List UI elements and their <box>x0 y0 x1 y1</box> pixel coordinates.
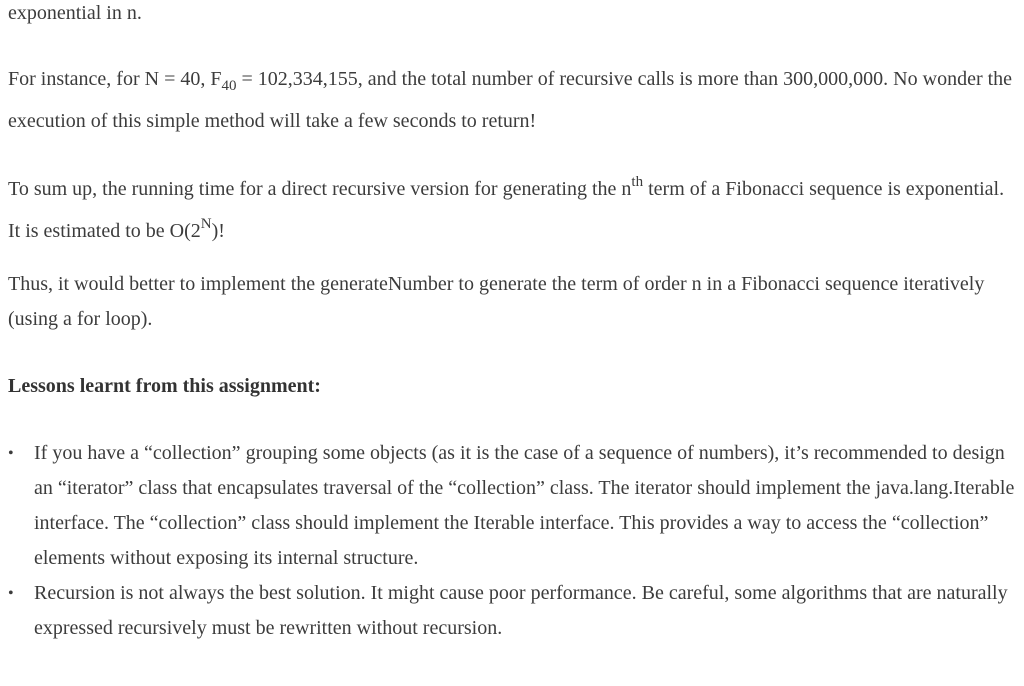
lesson-text: Recursion is not always the best solution. It might cause poor performance. Be careful, some algorithms that are naturally expressed recursively must be rewritten without recursion. <box>34 582 1008 639</box>
para2-text-a: To sum up, the running time for a direct recursive version for generating the n <box>8 178 632 200</box>
para1-text-b: = 102,334,155, and the total number of recursive calls is more than 300,000,000. No wonder the execution of this simple method will take a few seconds to return! <box>8 68 1013 132</box>
para1-text-a: For instance, for N = 40, F <box>8 68 222 90</box>
paragraph-running-time <box>8 165 1018 249</box>
para2-superscript-th: th <box>631 174 644 190</box>
para2-superscript-n: N <box>200 216 212 232</box>
para1-subscript: 40 <box>221 78 237 94</box>
lesson-text: If you have a “collection” grouping some objects (as it is the case of a sequence of numbers), it’s recommended to design an “iterator” class that encapsulates traversal of the “collection” class. The iterator should implement the java.lang.Iterable interface. The “collection” class should implement the Iterable interface. This provides a way to access the “collection” elements without exposing its internal structure. <box>34 442 1015 569</box>
paragraph-iterative-suggestion: Thus, it would better to implement the generateNumber to generate the term of order n in a Fibonacci sequence iteratively (using a for loop). <box>8 273 985 330</box>
list-item <box>8 576 1018 646</box>
lessons-list <box>8 436 1018 646</box>
bullet-icon: • <box>8 445 14 462</box>
para2-text-b: term of a Fibonacci sequence is exponential. It is estimated to be O(2 <box>8 178 1005 242</box>
bullet-icon: • <box>8 585 14 602</box>
para2-text-c: )! <box>211 220 225 242</box>
paragraph-fibonacci-example <box>8 62 1018 139</box>
list-item <box>8 436 1018 576</box>
top-text-fragment: exponential in n. <box>8 2 142 24</box>
lessons-heading: Lessons learnt from this assignment: <box>8 375 321 397</box>
